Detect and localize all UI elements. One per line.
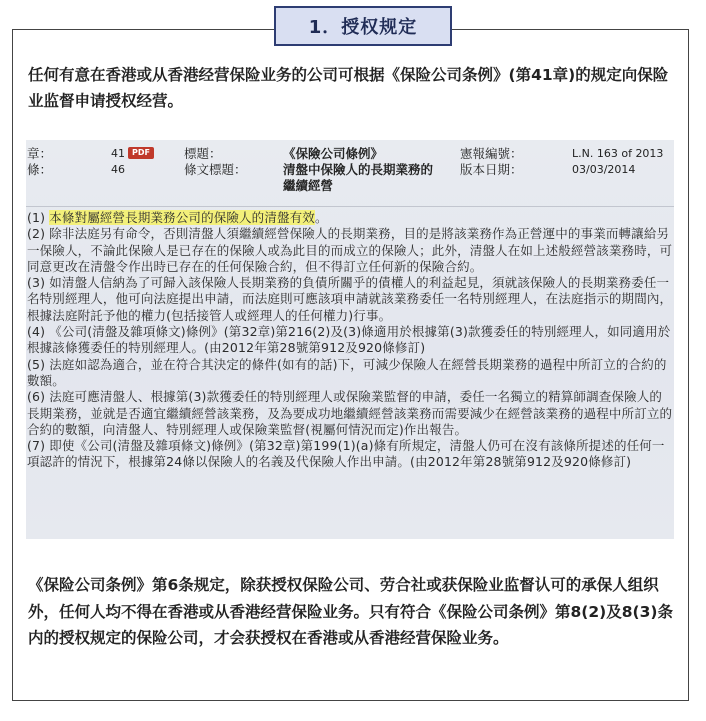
chapter-label: 章： <box>27 146 53 161</box>
section-title-value-line1: 清盤中保險人的長期業務的 <box>283 162 434 177</box>
gazette-label: 憲報編號： <box>460 146 523 161</box>
law-paragraph-2: (2) 除非法庭另有命令，否則清盤人須繼續經營保險人的長期業務，目的是將該業務作為正營運中的事業而轉讓給另一保險人，不論此保險人是已存在的保險人或為此目的而成立的保險人；此外，清盤人在如上述般經營該業務時，可同意更改在清盤令作出時已存在的任何保險合約，但不得訂立任何新的保險合約。 <box>27 226 673 274</box>
title-value: 《保險公司條例》 <box>283 146 384 161</box>
outro-paragraph: 《保险公司条例》第6条规定，除获授权保险公司、劳合社或获保险业监督认可的承保人组织外，任何人均不得在香港或从香港经营保险业务。只有符合《保险公司条例》第8(2)及8(3)条内的授权规定的保险公司，才会获授权在香港或从香港经营保险业务。 <box>28 576 673 647</box>
section-title-value-line2: 繼續經營 <box>283 178 334 193</box>
law-paragraph-7: (7) 即使《公司(清盤及雜項條文)條例》(第32章)第199(1)(a)條有所規定，清盤人仍可在沒有該條所提述的任何一項認許的情況下，根據第24條以保險人的名義及代保險人作出申請。(由2012年第28號第912及920條修訂) <box>27 438 665 470</box>
title-label: 標題： <box>184 146 222 161</box>
law-paragraph-1: (1) 本條對屬經營長期業務公司的保險人的清盤有效。 <box>27 210 328 225</box>
header-divider <box>26 206 674 207</box>
section-label: 條： <box>27 162 53 177</box>
law-paragraphs <box>27 210 673 471</box>
section-value: 46 <box>111 163 125 176</box>
law-paragraph-4: (4) 《公司(清盤及雜項條文)條例》(第32章)第216(2)及(3)條適用於根據第(3)款獲委任的特別經理人，如同適用於根據該條獲委任的特別經理人。(由2012年第28號第912及920條修訂) <box>27 324 671 356</box>
law-paragraph-5: (5) 法庭如認為適合，並在符合其決定的條件(如有的話)下，可減少保險人在經營長期業務的過程中所訂立的合約的數額。 <box>27 356 667 388</box>
version-value: 03/03/2014 <box>572 163 636 176</box>
chapter-value: 41 <box>111 147 125 160</box>
law-paragraph-3: (3) 如清盤人信納為了可歸入該保險人長期業務的負債所關乎的債權人的利益起見，須就該保險人的長期業務委任一名特別經理人，他可向法庭提出申請，而法庭則可應該項申請就該業務委任一名特別經理人，在法庭指示的期間內，根據法庭附託予他的權力(包括接管人或經理人的任何權力)行事。 <box>27 275 673 323</box>
highlighted-text: 本條對屬經營長期業務公司的保險人的清盤有效 <box>49 210 315 225</box>
pdf-icon[interactable]: PDF <box>128 147 154 159</box>
law-paragraph-6: (6) 法庭可應清盤人、根據第(3)款獲委任的特別經理人或保險業監督的申請，委任一名獨立的精算師調查保險人的長期業務，並就是否適宜繼續經營該業務，及為要成功地繼續經營該業務而需要減少在經營該業務的過程中所訂立的合約的數額，向清盤人、特別經理人或保險業監督(視屬何情況而定)作出報告。 <box>27 389 673 437</box>
section-title-tab <box>274 6 452 46</box>
version-label: 版本日期： <box>460 162 523 177</box>
section-title-label: 條文標題： <box>184 162 247 177</box>
gazette-value: L.N. 163 of 2013 <box>572 147 664 160</box>
intro-paragraph: 任何有意在香港或从香港经营保险业务的公司可根据《保险公司条例》(第41章)的规定向保险业监督申请授权经营。 <box>28 66 669 110</box>
section-title: 1．授权规定 <box>308 17 418 38</box>
